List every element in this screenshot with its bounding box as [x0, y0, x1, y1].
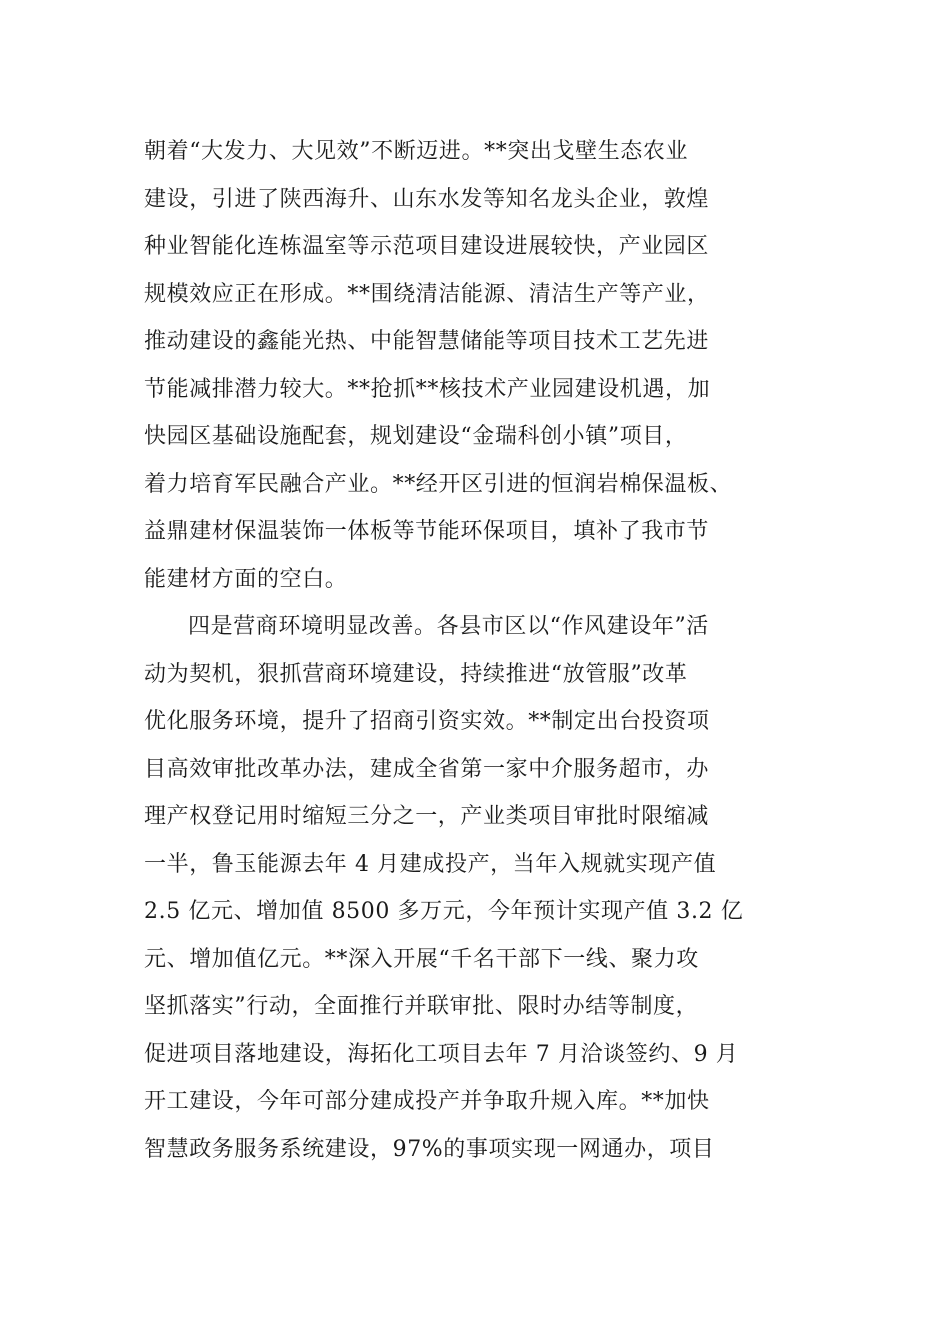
text-line: 目高效审批改革办法，建成全省第一家中介服务超市，办	[144, 756, 710, 782]
text-line: 元、增加值亿元。**深入开展“千名干部下一线、聚力攻	[144, 946, 699, 972]
text-line: 2.5 亿元、增加值 8500 多万元，今年预计实现产值 3.2 亿	[144, 899, 744, 924]
text-line: 能建材方面的空白。	[144, 566, 348, 592]
text-line: 节能减排潜力较大。**抢抓**核技术产业园建设机遇，加	[144, 376, 711, 402]
text-line: 推动建设的鑫能光热、中能智慧储能等项目技术工艺先进	[144, 329, 710, 354]
text-line: 一半，鲁玉能源去年 4 月建成投产，当年入规就实现产值	[144, 851, 717, 877]
text-line: 建设，引进了陕西海升、山东水发等知名龙头企业，敦煌	[144, 186, 710, 212]
text-line: 着力培育军民融合产业。**经开区引进的恒润岩棉保温板、	[144, 471, 733, 497]
text-line: 益鼎建材保温装饰一体板等节能环保项目，填补了我市节	[144, 519, 710, 544]
text-line: 动为契机，狠抓营商环境建设，持续推进“放管服”改革	[144, 661, 688, 687]
text-line: 朝着“大发力、大见效”不断迈进。**突出戈壁生态农业	[144, 139, 689, 164]
text-line: 开工建设，今年可部分建成投产并争取升规入库。**加快	[144, 1089, 710, 1114]
text-line: 智慧政务服务系统建设，97%的事项实现一网通办，项目	[144, 1136, 715, 1162]
text-line: 促进项目落地建设，海拓化工项目去年 7 月洽谈签约、9 月	[144, 1041, 739, 1067]
text-line: 快园区基础设施配套，规划建设“金瑞科创小镇”项目，	[144, 424, 688, 449]
text-line: 规模效应正在形成。**围绕清洁能源、清洁生产等产业，	[144, 281, 710, 307]
text-line: 理产权登记用时缩短三分之一，产业类项目审批时限缩减	[144, 804, 710, 829]
text-line: 种业智能化连栋温室等示范项目建设进展较快，产业园区	[144, 234, 710, 259]
body-text	[144, 128, 824, 1173]
text-line: 优化服务环境，提升了招商引资实效。**制定出台投资项	[144, 709, 710, 734]
text-line: 坚抓落实”行动，全面推行并联审批、限时办结等制度，	[144, 994, 699, 1019]
paragraph-first-line: 四是营商环境明显改善。各县市区以“作风建设年”活	[188, 614, 709, 639]
